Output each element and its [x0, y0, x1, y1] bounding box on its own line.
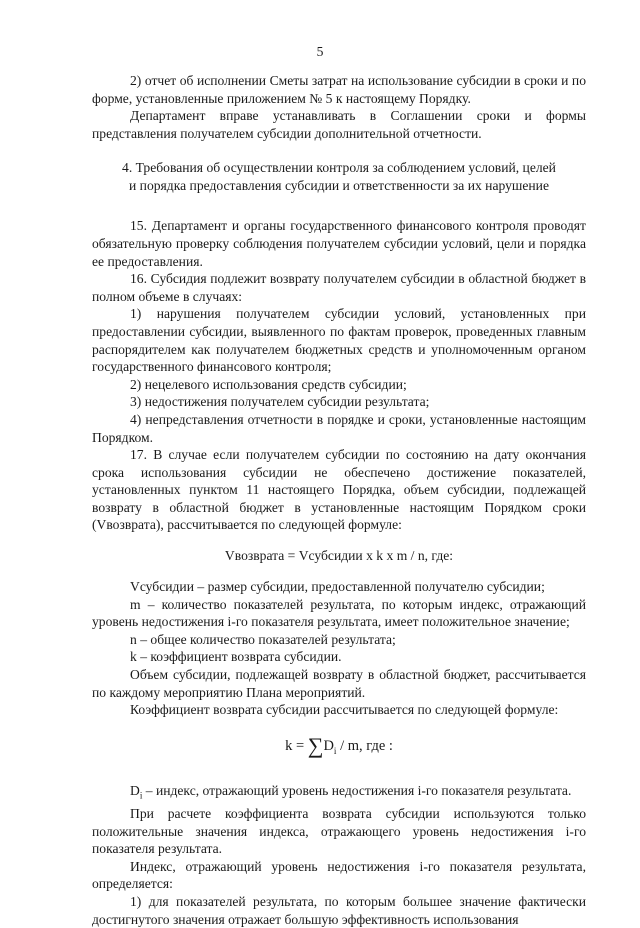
definition-d-letter: D	[130, 782, 140, 798]
paragraph-index-determined: Индекс, отражающий уровень недостижения i-го показателя результата, определяется:	[92, 858, 586, 892]
section-heading	[92, 159, 586, 195]
paragraph-coefficient-intro: Коэффициент возврата субсидии рассчитывается по следующей формуле:	[130, 702, 559, 718]
paragraph-15: 15. Департамент и органы государственного финансового контроля проводят обязательную проверку соблюдения получателем субсидии условий, цели и порядка ее предоставления.	[92, 218, 586, 269]
paragraph-report-item: 2) отчет об исполнении Сметы затрат на использование субсидии в сроки и по форме, установленные приложением № 5 к настоящему Порядку.	[92, 73, 586, 106]
formula-coefficient-left: k =	[285, 737, 308, 754]
definition-m: m – количество показателей результата, по которым индекс, отражающий уровень недостижения i-го показателя результата, имеет положительное значение;	[92, 596, 586, 630]
definition-n: n – общее количество показателей результата;	[130, 631, 396, 647]
paragraph-16-item-2: 2) нецелевого использования средств субсидии;	[130, 376, 407, 392]
section-heading-line-1: 4. Требования об осуществлении контроля за соблюдением условий, целей	[122, 160, 556, 176]
page-number: 5	[316, 44, 324, 59]
section-heading-line-2: и порядка предоставления субсидии и ответственности за их нарушение	[129, 178, 549, 194]
paragraph-16: 16. Субсидия подлежит возврату получателем субсидии в областной бюджет в полном объеме в случаях:	[92, 271, 586, 304]
definition-k: k – коэффициент возврата субсидии.	[130, 649, 342, 665]
formula-coefficient-subscript: i	[333, 745, 337, 756]
formula-coefficient-d: D	[323, 737, 334, 754]
paragraph-positive-values: При расчете коэффициента возврата субсидии используются только положительные значения индекса, отражающего уровень недостижения i-го показателя результата.	[92, 806, 586, 857]
paragraph-17: 17. В случае если получателем субсидии по состоянию на дату окончания срока использования субсидии не обеспечено достижение показателей, установленных пунктом 11 настоящего Порядка, объем субсидии, подлежащей возврату в областной бюджет в установленные настоящим Порядком сроки (Vвозврата), рассчитывается по следующей формуле:	[92, 447, 586, 533]
paragraph-16-item-1: 1) нарушения получателем субсидии условий, установленных при предоставлении субсидии, выявленного по фактам проверок, проведенных главным распорядителем как получателем бюджетных средств и уполномоченным органом государственного финансового контроля;	[92, 306, 586, 375]
paragraph-additional-reporting: Департамент вправе устанавливать в Соглашении сроки и формы представления получателем субсидии дополнительной отчетности.	[92, 108, 586, 141]
paragraph-16-item-4: 4) непредставления отчетности в порядке и сроки, установленные настоящим Порядком.	[92, 411, 586, 445]
paragraph-16-item-3: 3) недостижения получателем субсидии результата;	[130, 394, 430, 410]
definition-d-text: – индекс, отражающий уровень недостижения i-го показателя результата.	[142, 782, 572, 798]
formula-refund-volume: Vвозврата = Vсубсидии x k x m / n, где:	[224, 548, 454, 564]
definition-v-subsidy: Vсубсидии – размер субсидии, предоставленной получателю субсидии;	[130, 579, 545, 595]
paragraph-index-item-1: 1) для показателей результата, по которым большее значение фактически достигнутого значения отражает большую эффективность использования	[92, 893, 586, 927]
document-body	[92, 72, 586, 928]
definition-d-index	[92, 782, 586, 805]
formula-coefficient	[92, 732, 586, 762]
sum-symbol: ∑	[307, 732, 324, 758]
paragraph-volume-per-activity: Объем субсидии, подлежащей возврату в областной бюджет, рассчитывается по каждому мероприятию Плана мероприятий.	[92, 667, 586, 700]
definition-d-subscript: i	[139, 790, 143, 801]
formula-coefficient-right: / m, где :	[336, 737, 393, 754]
